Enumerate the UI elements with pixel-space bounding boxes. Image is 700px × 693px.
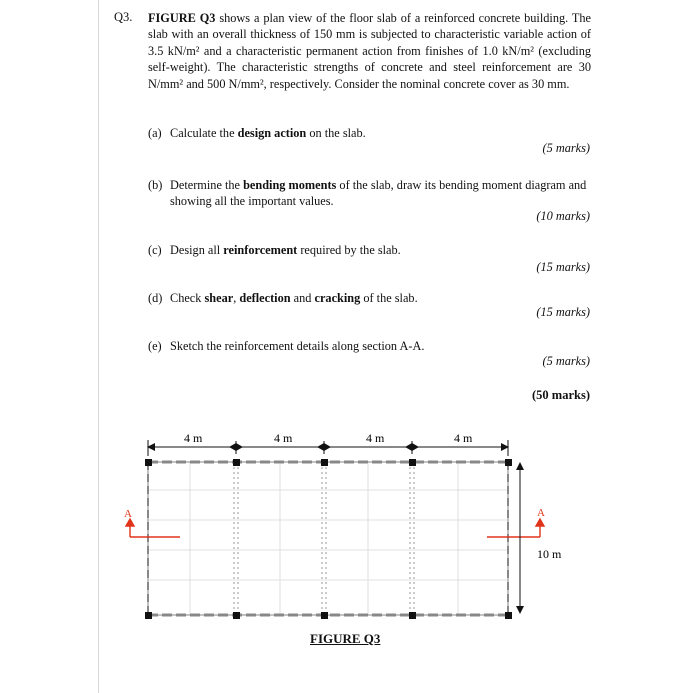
section-line <box>126 519 544 537</box>
part-d-label: (d) <box>148 291 163 305</box>
span-label-3: 4 m <box>366 431 385 445</box>
span-label-4: 4 m <box>454 431 473 445</box>
figure-caption: FIGURE Q3 <box>310 631 381 646</box>
span-label-2: 4 m <box>274 431 293 445</box>
section-label-left: A <box>124 508 132 520</box>
question-number: Q3. <box>114 10 133 24</box>
part-a-text: Calculate the <box>170 126 238 140</box>
span-label-1: 4 m <box>184 431 203 445</box>
total-marks: (50 marks) <box>532 388 590 402</box>
slab-grid <box>148 462 508 615</box>
part-d-marks: (15 marks) <box>536 305 590 319</box>
part-a-bold: design action <box>237 126 307 140</box>
section-label-right: A <box>537 507 545 519</box>
part-b-bold: bending moments <box>243 178 337 192</box>
part-b-label: (b) <box>148 178 163 192</box>
part-d-bold-cracking: cracking <box>314 291 361 305</box>
part-c-bold: reinforcement <box>223 243 298 257</box>
part-b-marks: (10 marks) <box>536 209 590 223</box>
part-d-sep1: , <box>233 291 240 305</box>
part-a-label: (a) <box>148 126 162 140</box>
stem-text: shows a plan view of the floor slab of a reinforced concrete building. The slab with an overall thickness of 150 mm is subjected to characteristic variable action of 3.5 kN/m² and a characteristic permanent action from finishes of 1.0 kN/m² (excluding self-weight). The characteristic strengths of concrete and steel reinforcement are 30 N/mm² and 500 N/mm², respectively. Consider the nominal concrete cover as 30 mm. <box>148 11 591 91</box>
column-markers <box>145 459 512 619</box>
part-d-sep2: and <box>290 291 315 305</box>
beam-lines <box>234 462 414 615</box>
slab-outline <box>148 462 508 615</box>
part-b-text: Determine the <box>170 178 244 192</box>
part-d-text-end: of the slab. <box>360 291 418 305</box>
part-e-marks: (5 marks) <box>542 354 590 368</box>
part-d-bold-deflection: deflection <box>239 291 291 305</box>
part-e-label: (e) <box>148 339 162 353</box>
part-a-text-end: on the slab. <box>306 126 366 140</box>
part-d-bold-shear: shear <box>204 291 234 305</box>
part-c-text: Design all <box>170 243 224 257</box>
part-c-text-end: required by the slab. <box>297 243 401 257</box>
figure-reference: FIGURE Q3 <box>148 11 216 25</box>
part-e-text: Sketch the reinforcement details along section A-A. <box>170 339 425 353</box>
part-a-marks: (5 marks) <box>542 141 590 155</box>
part-c-marks: (15 marks) <box>536 260 590 274</box>
part-c-label: (c) <box>148 243 162 257</box>
part-d-text: Check <box>170 291 205 305</box>
part-b-text-end: of the slab, draw its bending moment diagram and showing all the important values. <box>170 178 587 208</box>
height-label: 10 m <box>537 547 562 561</box>
